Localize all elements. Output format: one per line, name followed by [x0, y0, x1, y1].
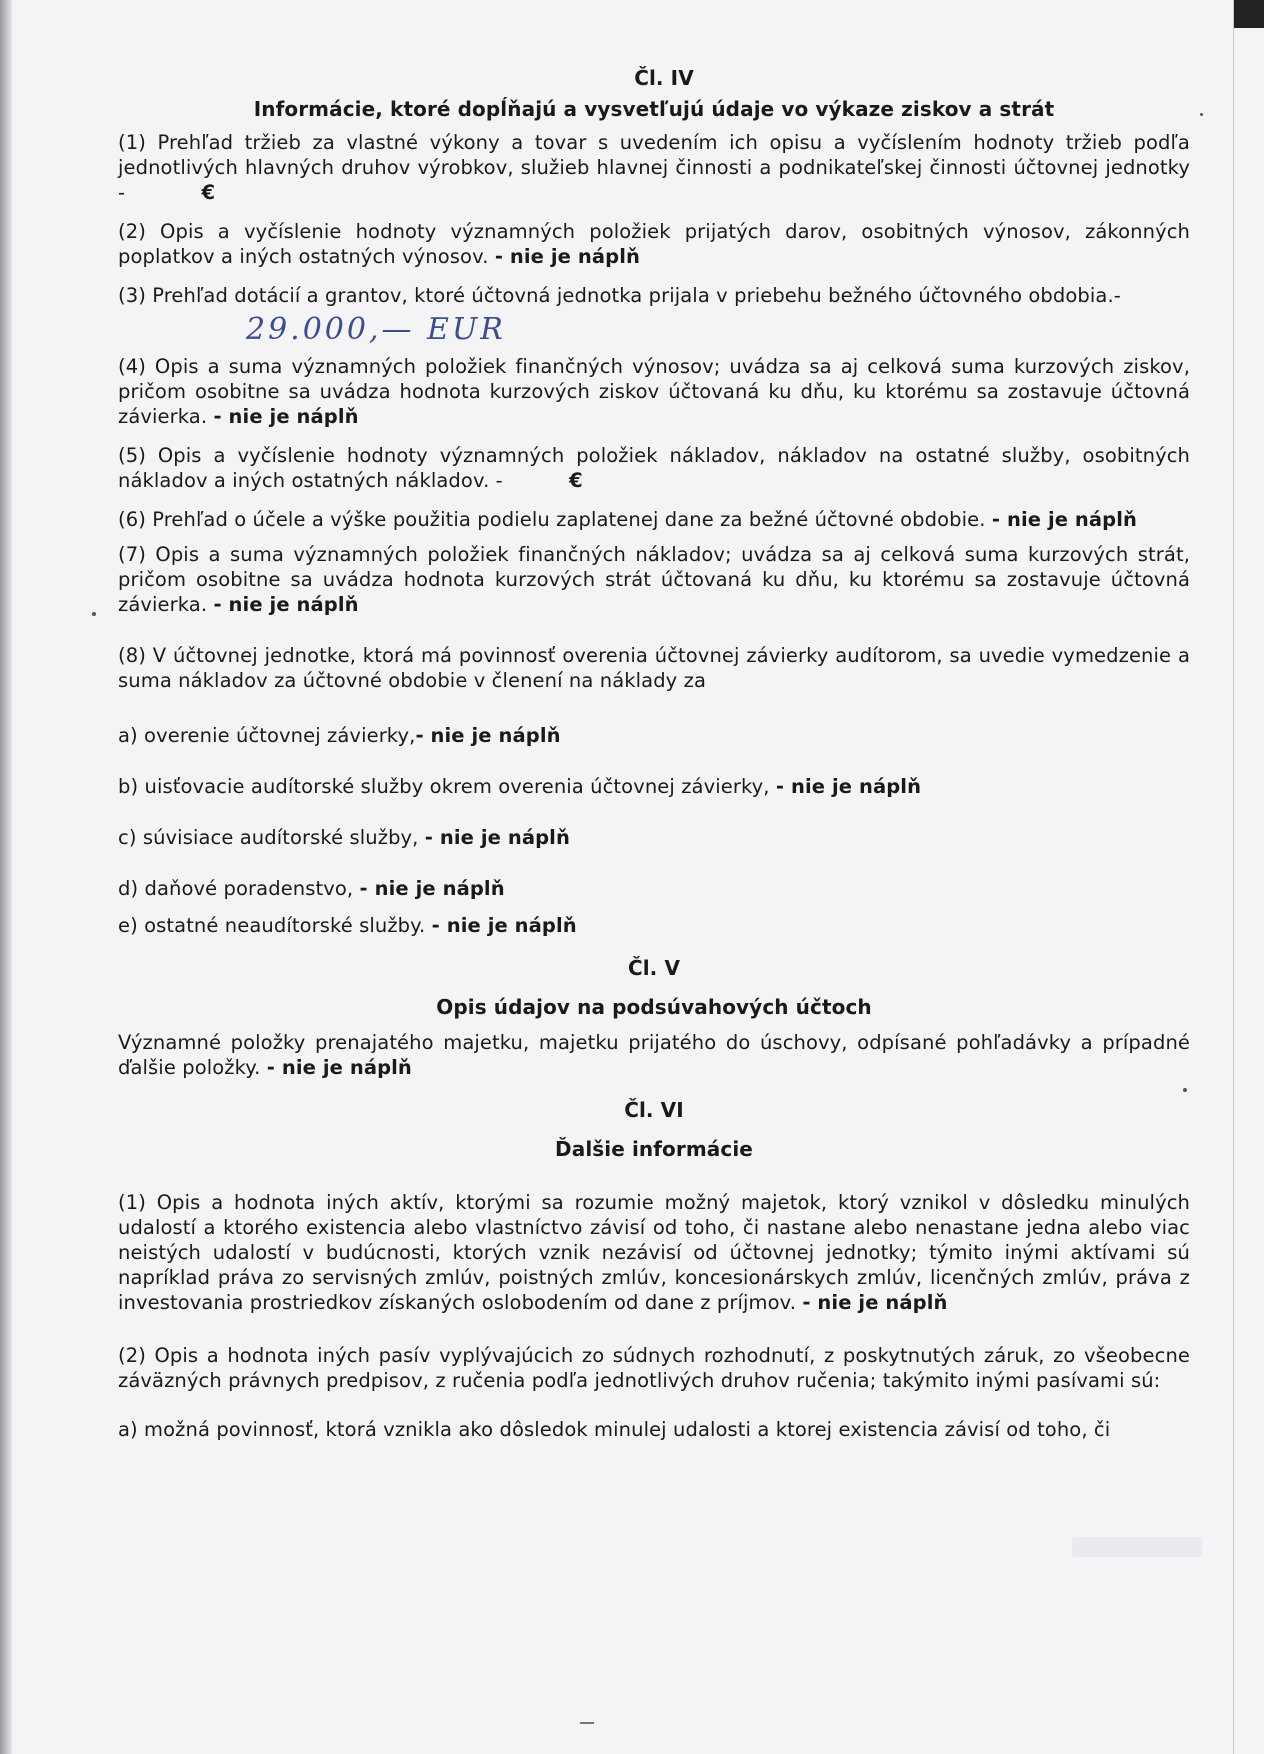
art6-paragraph-2: (2) Opis a hodnota iných pasív vyplývajúcich zo súdnych rozhodnutí, z poskytnutých záruk, zo všeobecne záväzných právnych predpisov, z ručenia podľa jednotlivých druhov ručenia; takýmito inými pasívami sú: — [118, 1344, 1190, 1392]
art4-item-e: e) ostatné neaudítorské služby. - nie je náplň — [118, 914, 577, 937]
article-5-number: Čl. V — [627, 956, 681, 980]
art6-paragraph-1: (1) Opis a hodnota iných aktív, ktorými sa rozumie možný majetok, ktorý vznikol v dôsledku minulých udalostí a ktorého existencia alebo vlastníctvo závisí od toho, či nastane alebo nenastane jedna alebo viac neistých udalostí v budúcnosti, ktorých vznik nezávisí od účtovnej jednotky; týmito inými aktívami sú napríklad práva zo servisných zmlúv, poistných zmlúv, koncesionárskych zmlúv, licenčných zmlúv, práva z investovania prostriedkov získaných oslobodením od dane z príjmov. - nie je náplň — [118, 1191, 1190, 1314]
scan-footer-mark — [580, 1722, 594, 1724]
art4-paragraph-1: (1) Prehľad tržieb za vlastné výkony a tovar s uvedením ich opisu a vyčíslením hodnoty tržieb podľa jednotlivých hlavných druhov výrobkov, služieb hlavnej činnosti a podnikateľskej činnosti účtovnej jednotky - € — [118, 131, 1190, 204]
scan-right-edge — [1233, 0, 1264, 1754]
art5-paragraph-1: Významné položky prenajatého majetku, majetku prijatého do úschovy, odpísané pohľadávky a prípadné ďalšie položky. - nie je náplň — [118, 1031, 1190, 1079]
article-4-title: Informácie, ktoré dopĺňajú a vysvetľujú údaje vo výkaze ziskov a strát — [253, 97, 1055, 121]
art4-paragraph-3: (3) Prehľad dotácií a grantov, ktoré účtovná jednotka prijala v priebehu bežného účtovného obdobia.- — [118, 284, 1121, 307]
art4-item-b: b) uisťovacie audítorské služby okrem overenia účtovnej závierky, - nie je náplň — [118, 775, 922, 798]
article-6-number: Čl. VI — [624, 1098, 684, 1122]
scan-corner-dark — [1234, 0, 1264, 28]
scan-speck — [1183, 1088, 1187, 1092]
art4-item-d: d) daňové poradenstvo, - nie je náplň — [118, 877, 505, 900]
article-6-title: Ďalšie informácie — [555, 1137, 753, 1161]
article-5-title: Opis údajov na podsúvahových účtoch — [436, 995, 872, 1019]
scan-left-edge — [0, 0, 12, 1754]
document-body — [118, 66, 1190, 1442]
scan-speck — [1200, 113, 1203, 116]
art6-paragraph-2a: a) možná povinnosť, ktorá vznikla ako dôsledok minulej udalosti a ktorej existencia závisí od toho, či — [118, 1418, 1111, 1441]
faded-page-stamp — [1072, 1537, 1202, 1557]
art4-paragraph-8: (8) V účtovnej jednotke, ktorá má povinnosť overenia účtovnej závierky audítorom, sa uvedie vymedzenie a suma nákladov za účtovné obdobie v členení na náklady za — [118, 644, 1190, 692]
art4-paragraph-4: (4) Opis a suma významných položiek finančných výnosov; uvádza sa aj celková suma kurzových ziskov, pričom osobitne sa uvádza hodnota kurzových ziskov účtovaná ku dňu, ku ktorému sa zostavuje účtovná závierka. - nie je náplň — [118, 355, 1190, 428]
art4-paragraph-5: (5) Opis a vyčíslenie hodnoty významných položiek nákladov, nákladov na ostatné služby, osobitných nákladov a iných ostatných nákladov. - € — [118, 444, 1190, 492]
article-4-number: Čl. IV — [634, 66, 694, 90]
art4-paragraph-6: (6) Prehľad o účele a výške použitia podielu zaplatenej dane za bežné účtovné obdobie. - nie je náplň — [118, 508, 1138, 531]
art4-paragraph-2: (2) Opis a vyčíslenie hodnoty významných položiek prijatých darov, osobitných výnosov, zákonných poplatkov a iných ostatných výnosov. - nie je náplň — [118, 220, 1190, 268]
art4-item-a: a) overenie účtovnej závierky,- nie je náplň — [118, 724, 561, 747]
handwritten-amount: 29.000,— EUR — [246, 312, 506, 347]
art4-item-c: c) súvisiace audítorské služby, - nie je náplň — [118, 826, 570, 849]
art4-paragraph-7: (7) Opis a suma významných položiek finančných nákladov; uvádza sa aj celková suma kurzových strát, pričom osobitne sa uvádza hodnota kurzových strát účtovaná ku dňu, ku ktorému sa zostavuje účtovná závierka. - nie je náplň — [118, 543, 1190, 616]
scan-speck — [92, 612, 96, 616]
